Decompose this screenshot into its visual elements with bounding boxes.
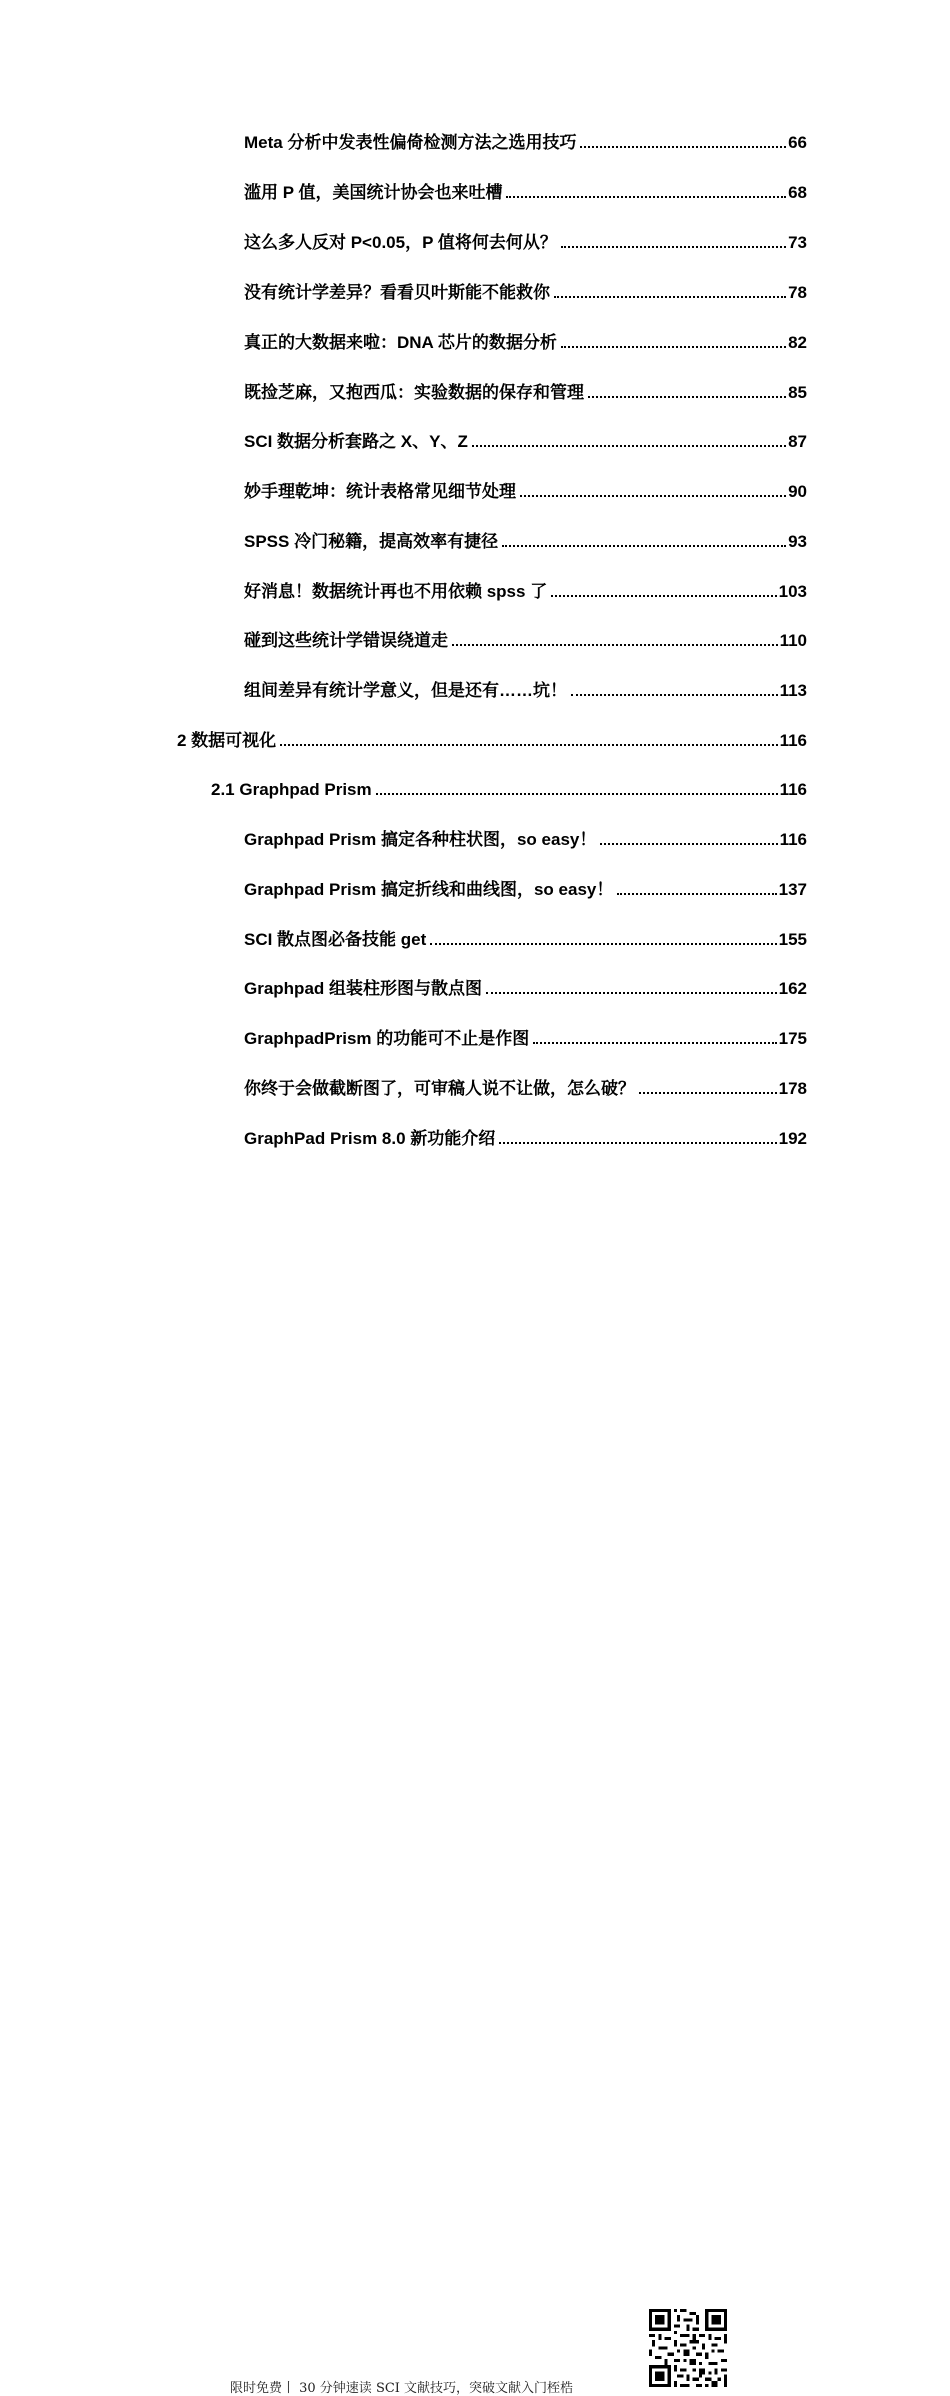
toc-entry-page: 116: [779, 731, 807, 750]
toc-dot-leader: [533, 1042, 776, 1044]
toc-entry-chapter[interactable]: [177, 725, 807, 751]
toc-entry-title: 滥用 P 值，美国统计协会也来吐槽: [244, 183, 503, 202]
toc-entry[interactable]: [244, 1073, 807, 1099]
toc-entry-page: 87: [788, 432, 807, 451]
toc-dot-leader: [571, 694, 778, 696]
toc-entry-page: 116: [779, 830, 807, 849]
toc-dot-leader: [452, 644, 778, 646]
toc-entry[interactable]: [244, 924, 807, 950]
toc-entry[interactable]: [244, 1123, 807, 1149]
toc-dot-leader: [588, 396, 786, 398]
toc-entry-title: 碰到这些统计学错误绕道走: [244, 631, 448, 650]
toc-entry-page: 103: [778, 582, 807, 601]
toc-dot-leader: [580, 146, 786, 148]
toc-entry-title: 这么多人反对 P<0.05，P 值将何去何从？: [244, 233, 557, 252]
toc-dot-leader: [486, 992, 777, 994]
toc-entry-title: 2.1 Graphpad Prism: [211, 780, 372, 799]
toc-entry[interactable]: [244, 377, 807, 403]
toc-dot-leader: [502, 545, 786, 547]
toc-entry-title: Graphpad Prism 搞定各种柱状图，so easy！: [244, 830, 597, 849]
toc-entry-page: 90: [788, 482, 807, 501]
toc-entry-page: 192: [778, 1129, 807, 1148]
page-footer: [0, 1150, 950, 2396]
toc-entry-title: SPSS 冷门秘籍，提高效率有捷径: [244, 532, 499, 551]
toc-entry[interactable]: [244, 973, 807, 999]
toc-entry-page: 113: [779, 681, 807, 700]
toc-dot-leader: [617, 893, 776, 895]
toc-dot-leader: [280, 744, 777, 746]
toc-entry-page: 78: [788, 283, 807, 302]
toc-entry-page: 110: [779, 631, 807, 650]
toc-dot-leader: [499, 1142, 776, 1144]
toc-entry-title: 你终于会做截断图了，可审稿人说不让做，怎么破？: [244, 1079, 635, 1098]
toc-entry[interactable]: [244, 327, 807, 353]
toc-dot-leader: [554, 296, 786, 298]
toc-dot-leader: [561, 246, 786, 248]
toc-entry-page: 66: [788, 133, 807, 152]
toc-entry-page: 73: [788, 233, 807, 252]
toc-entry[interactable]: [244, 824, 807, 850]
toc-entry-title: 没有统计学差异？看看贝叶斯能不能救你: [244, 283, 550, 302]
toc-entry[interactable]: [244, 625, 807, 651]
toc-entry-title: SCI 数据分析套路之 X、Y、Z: [244, 432, 468, 451]
toc-entry[interactable]: [244, 576, 807, 602]
toc-dot-leader: [506, 196, 786, 198]
toc-dot-leader: [551, 595, 776, 597]
toc-entry-page: 178: [778, 1079, 807, 1098]
toc-entry[interactable]: [244, 526, 807, 552]
toc-dot-leader: [430, 943, 776, 945]
toc-entry[interactable]: [244, 227, 807, 253]
toc-entry-page: 175: [778, 1029, 807, 1048]
toc-entry-page: 162: [778, 979, 807, 998]
toc-entry[interactable]: [244, 177, 807, 203]
toc-dot-leader: [520, 495, 786, 497]
toc-entry-page: 116: [779, 780, 807, 799]
toc-entry-title: Graphpad Prism 搞定折线和曲线图，so easy！: [244, 880, 614, 899]
footer-promo-text: 限时免费丨 30 分钟速读 SCI 文献技巧，突破文献入门桎梏: [230, 2381, 574, 2396]
toc-entry[interactable]: [244, 426, 807, 452]
toc-entry-title: Meta 分析中发表性偏倚检测方法之选用技巧: [244, 133, 577, 152]
toc-entry[interactable]: [244, 127, 807, 153]
toc-entry-page: 68: [788, 183, 807, 202]
toc-entry-title: 妙手理乾坤：统计表格常见细节处理: [244, 482, 516, 501]
toc-entry-title: 真正的大数据来啦：DNA 芯片的数据分析: [244, 333, 557, 352]
toc-entry-title: 组间差异有统计学意义，但是还有……坑！: [244, 681, 567, 700]
toc-entry-page: 137: [778, 880, 807, 899]
toc-dot-leader: [600, 843, 777, 845]
toc-dot-leader: [639, 1092, 777, 1094]
toc-entry-title: 好消息！数据统计再也不用依赖 spss 了: [244, 582, 548, 601]
toc-entry-page: 82: [788, 333, 807, 352]
toc-entry[interactable]: [244, 675, 807, 701]
qr-code-icon[interactable]: [649, 2309, 727, 2387]
toc-entry-title: GraphPad Prism 8.0 新功能介绍: [244, 1129, 496, 1148]
toc-entry[interactable]: [244, 874, 807, 900]
toc-dot-leader: [472, 445, 786, 447]
toc-dot-leader: [376, 793, 778, 795]
toc-entry[interactable]: [244, 1023, 807, 1049]
toc-entry[interactable]: [244, 277, 807, 303]
toc-entry-page: 85: [788, 383, 807, 402]
toc-entry-title: GraphpadPrism 的功能可不止是作图: [244, 1029, 530, 1048]
toc-entry-title: SCI 散点图必备技能 get: [244, 930, 427, 949]
toc-entry-page: 93: [788, 532, 807, 551]
table-of-contents: [0, 0, 950, 1160]
toc-entry-page: 155: [778, 930, 807, 949]
toc-entry[interactable]: [244, 476, 807, 502]
toc-entry-section[interactable]: [211, 774, 807, 800]
toc-entry-title: Graphpad 组装柱形图与散点图: [244, 979, 483, 998]
toc-dot-leader: [561, 346, 786, 348]
toc-entry-title: 既捡芝麻，又抱西瓜：实验数据的保存和管理: [244, 383, 584, 402]
toc-entry-title: 2 数据可视化: [177, 731, 277, 750]
